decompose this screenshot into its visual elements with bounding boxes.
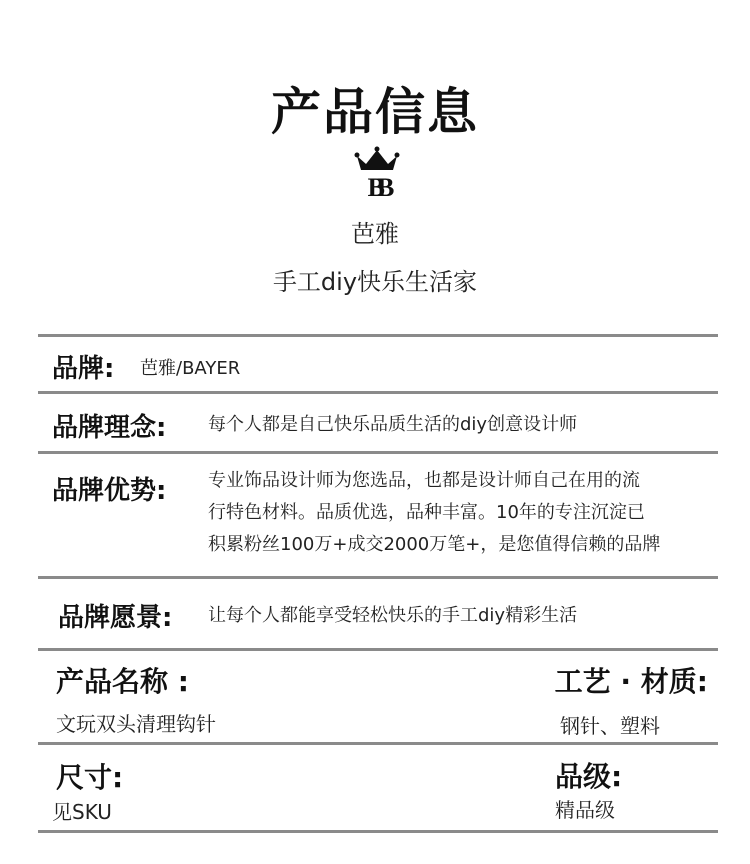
divider	[38, 576, 718, 579]
divider	[38, 648, 718, 651]
size-value: 见SKU	[52, 800, 112, 824]
craft-material-value: 钢针、塑料	[560, 714, 660, 738]
brand-value: 芭雅/BAYER	[140, 358, 241, 379]
product-name-value: 文玩双头清理钩针	[56, 712, 216, 736]
divider	[38, 742, 718, 745]
concept-label: 品牌理念:	[52, 413, 167, 443]
vision-label: 品牌愿景:	[58, 603, 173, 633]
brand-slogan: 手工diy快乐生活家	[272, 268, 478, 296]
page-title: 产品信息	[271, 83, 479, 141]
product-name-label: 产品名称 :	[56, 665, 189, 698]
advantage-line: 行特色材料。品质优选，品种丰富。10年的专注沉淀已	[208, 502, 645, 523]
svg-text:BB: BB	[367, 173, 387, 198]
advantage-line: 专业饰品设计师为您选品，也都是设计师自己在用的流	[208, 470, 640, 491]
vision-value: 让每个人都能享受轻松快乐的手工diy精彩生活	[208, 605, 578, 626]
divider	[38, 391, 718, 394]
advantage-text	[208, 465, 718, 561]
grade-value: 精品级	[555, 798, 615, 822]
grade-label: 品级:	[555, 760, 623, 793]
divider	[38, 451, 718, 454]
crown-logo-icon	[352, 146, 402, 198]
brand-label: 品牌:	[52, 354, 115, 384]
concept-value: 每个人都是自己快乐品质生活的diy创意设计师	[208, 414, 578, 435]
advantage-line: 积累粉丝100万+成交2000万笔+，是您值得信赖的品牌	[208, 534, 661, 555]
craft-material-label: 工艺 · 材质:	[554, 665, 708, 698]
divider	[38, 334, 718, 337]
divider	[38, 830, 718, 833]
size-label: 尺寸:	[56, 761, 124, 794]
brand-name: 芭雅	[351, 220, 399, 248]
advantage-label: 品牌优势:	[52, 476, 167, 506]
